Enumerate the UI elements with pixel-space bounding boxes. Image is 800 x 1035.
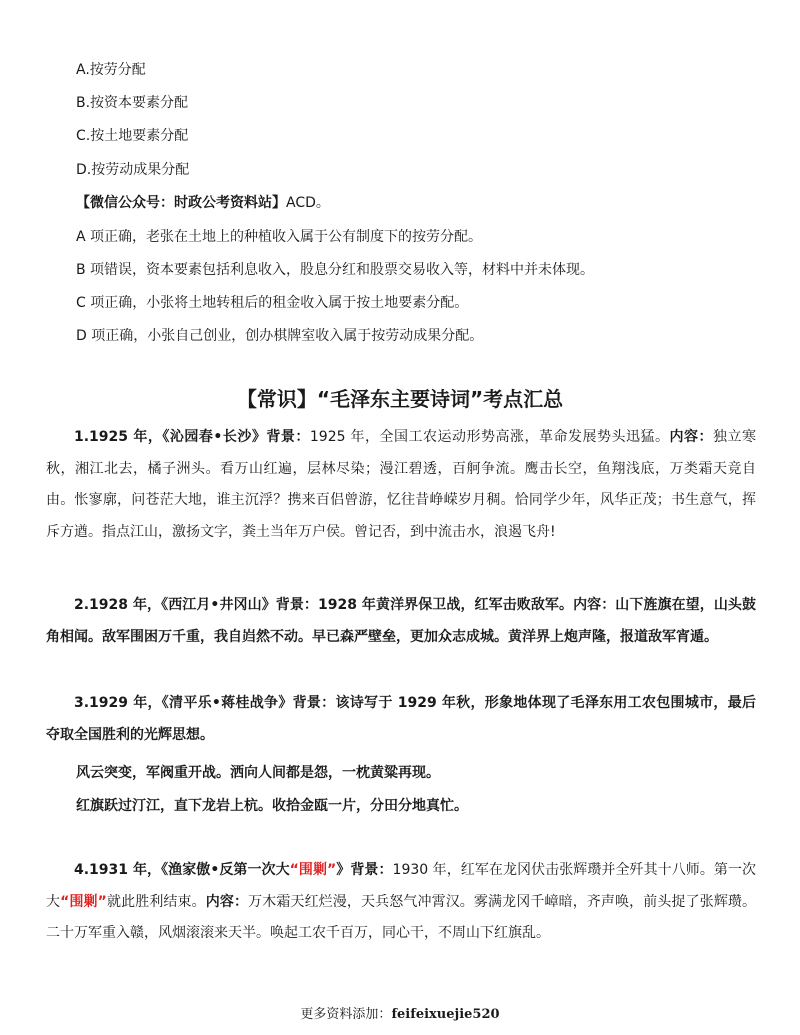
option-c: C.按土地要素分配 <box>76 128 189 144</box>
option-a: A.按劳分配 <box>76 62 146 78</box>
poem-4-highlight-2: “围剿” <box>60 893 107 910</box>
explanation-d: D 项正确，小张自己创业，创办棋牌室收入属于按劳动成果分配。 <box>76 328 484 344</box>
poem-1-background: 1925 年，全国工农运动形势高涨，革命发展势头迅猛。 <box>309 429 670 445</box>
poem-4-content: 万木霜天红烂漫，天兵怒气冲霄汉。雾满龙冈千嶂暗，齐声唤，前头捉了张辉瓒。二十万军重入赣，风烟滚滚来天半。唤起工农千百万，同心干，不周山下红旗乱。 <box>46 893 757 941</box>
poem-4-content-label: 内容： <box>205 893 249 910</box>
poem-4-highlight: “围剿” <box>289 862 337 878</box>
poem-1-content-label: 内容： <box>669 429 714 445</box>
poem-3-paragraph: 3.1929 年，《清平乐•蒋桂战争》背景：该诗写于 1929 年秋，形象地体现了毛泽东用工农包围城市，最后夺取全国胜利的光辉思想。 <box>46 695 756 743</box>
section-title: 【常识】“毛泽东主要诗词”考点汇总 <box>236 387 564 411</box>
poem-1-head: 1.1925 年，《沁园春•长沙》背景： <box>74 429 310 445</box>
poem-4-background-b: 就此胜利结束。 <box>106 893 206 910</box>
footer-id: feifeixuejie520 <box>391 1007 500 1022</box>
poem-1-paragraph <box>46 422 756 548</box>
option-b: B.按资本要素分配 <box>76 95 189 111</box>
poem-1-content: 独立寒秋，湘江北去，橘子洲头。看万山红遍，层林尽染；漫江碧透，百舸争流。鹰击长空，鱼翔浅底，万类霜天竞自由。怅寥廓，问苍茫大地，谁主沉浮？携来百侣曾游，忆往昔峥嵘岁月稠。恰同学少年，风华正茂；书生意气，挥斥方遒。指点江山，激扬文字，粪土当年万户侯。曾记否，到中流击水，浪遏飞舟! <box>46 429 757 540</box>
explanation-c: C 项正确，小张将土地转租后的租金收入属于按土地要素分配。 <box>76 295 469 311</box>
option-d: D.按劳动成果分配 <box>76 162 190 178</box>
explanation-a: A 项正确，老张在土地上的种植收入属于公有制度下的按劳分配。 <box>76 229 483 245</box>
poem-3-line-2: 红旗跃过汀江，直下龙岩上杭。收拾金瓯一片，分田分地真忙。 <box>76 798 468 814</box>
footer-label: 更多资料添加： <box>300 1007 392 1022</box>
poem-4-head-b: 》背景： <box>336 862 393 878</box>
poem-2-paragraph: 2.1928 年，《西江月•井冈山》背景：1928 年黄洋界保卫战，红军击败敌军。内容：山下旌旗在望，山头鼓角相闻。敌军围困万千重，我自岿然不动。早已森严壁垒，更加众志成城。黄洋界上炮声隆，报道敌军宵遁。 <box>46 597 756 645</box>
footer <box>0 1006 800 1024</box>
explanation-b: B 项错误，资本要素包括利息收入，股息分红和股票交易收入等，材料中并未体现。 <box>76 262 595 278</box>
poem-4-head-a: 4.1931 年，《渔家傲•反第一次大 <box>74 862 290 878</box>
poem-3-line-1: 风云突变，军阀重开战。洒向人间都是怨，一枕黄粱再现。 <box>76 765 440 781</box>
answer-value: ACD。 <box>286 195 330 211</box>
poem-4-paragraph <box>46 855 756 950</box>
answer-line <box>76 194 330 212</box>
answer-source: 【微信公众号：时政公考资料站】 <box>76 195 286 211</box>
poem-4-background-a: 1930 年，红军在龙冈伏击张辉瓒并全歼其十八师。第一次大 <box>46 862 757 910</box>
